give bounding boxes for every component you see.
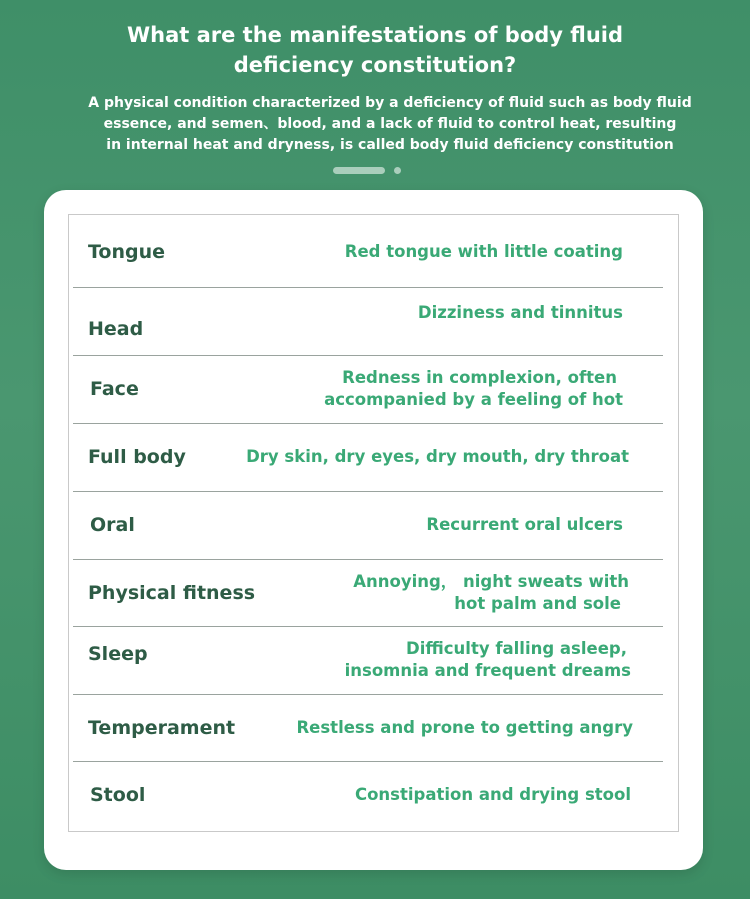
page-title [0, 20, 750, 80]
row-label: Stool [90, 784, 146, 806]
manifestations-card [44, 190, 703, 870]
table-row [73, 560, 663, 626]
description-line-2: essence, and semen、blood, and a lack of fluid to control heat, resulting [103, 116, 677, 132]
row-label: Physical fitness [88, 582, 256, 604]
row-value: Recurrent oral ulcers [426, 515, 623, 534]
row-value: Constipation and drying stool [354, 785, 631, 804]
row-label: Face [90, 378, 139, 400]
table-row [73, 219, 663, 285]
row-label: Oral [90, 514, 135, 536]
table-row [73, 424, 663, 490]
table-row [73, 627, 663, 693]
carousel-dot[interactable] [394, 167, 401, 174]
manifestations-table [68, 214, 679, 832]
row-value: Dizziness and tinnitus [417, 303, 623, 322]
row-label: Head [88, 318, 144, 340]
table-row [73, 356, 663, 422]
description-line-3: in internal heat and dryness, is called body fluid deficiency constitution [106, 137, 674, 153]
title-line-2: deficiency constitution? [233, 53, 517, 77]
row-value: Restless and prone to getting angry [296, 718, 633, 737]
row-value: Dry skin, dry eyes, dry mouth, dry throat [246, 447, 629, 466]
row-value: Difficulty falling asleep, insomnia and frequent dreams [344, 639, 631, 680]
row-label: Temperament [88, 717, 236, 739]
table-row [73, 762, 663, 828]
description-line-1: A physical condition characterized by a deficiency of fluid such as body fluid [88, 95, 692, 111]
table-row [73, 288, 663, 354]
carousel-dot-active[interactable] [333, 167, 385, 174]
row-label: Full body [88, 446, 186, 468]
table-row [73, 492, 663, 558]
carousel-indicator [0, 166, 750, 176]
page-description [70, 93, 710, 156]
row-value: Red tongue with little coating [344, 242, 623, 261]
table-row [73, 695, 663, 761]
row-label: Sleep [88, 643, 148, 665]
title-line-1: What are the manifestations of body fluid [126, 23, 624, 47]
row-label: Tongue [88, 241, 166, 263]
row-value: Annoying， night sweats with hot palm and sole [353, 572, 629, 613]
row-value: Redness in complexion, often accompanied by a feeling of hot [324, 368, 623, 409]
